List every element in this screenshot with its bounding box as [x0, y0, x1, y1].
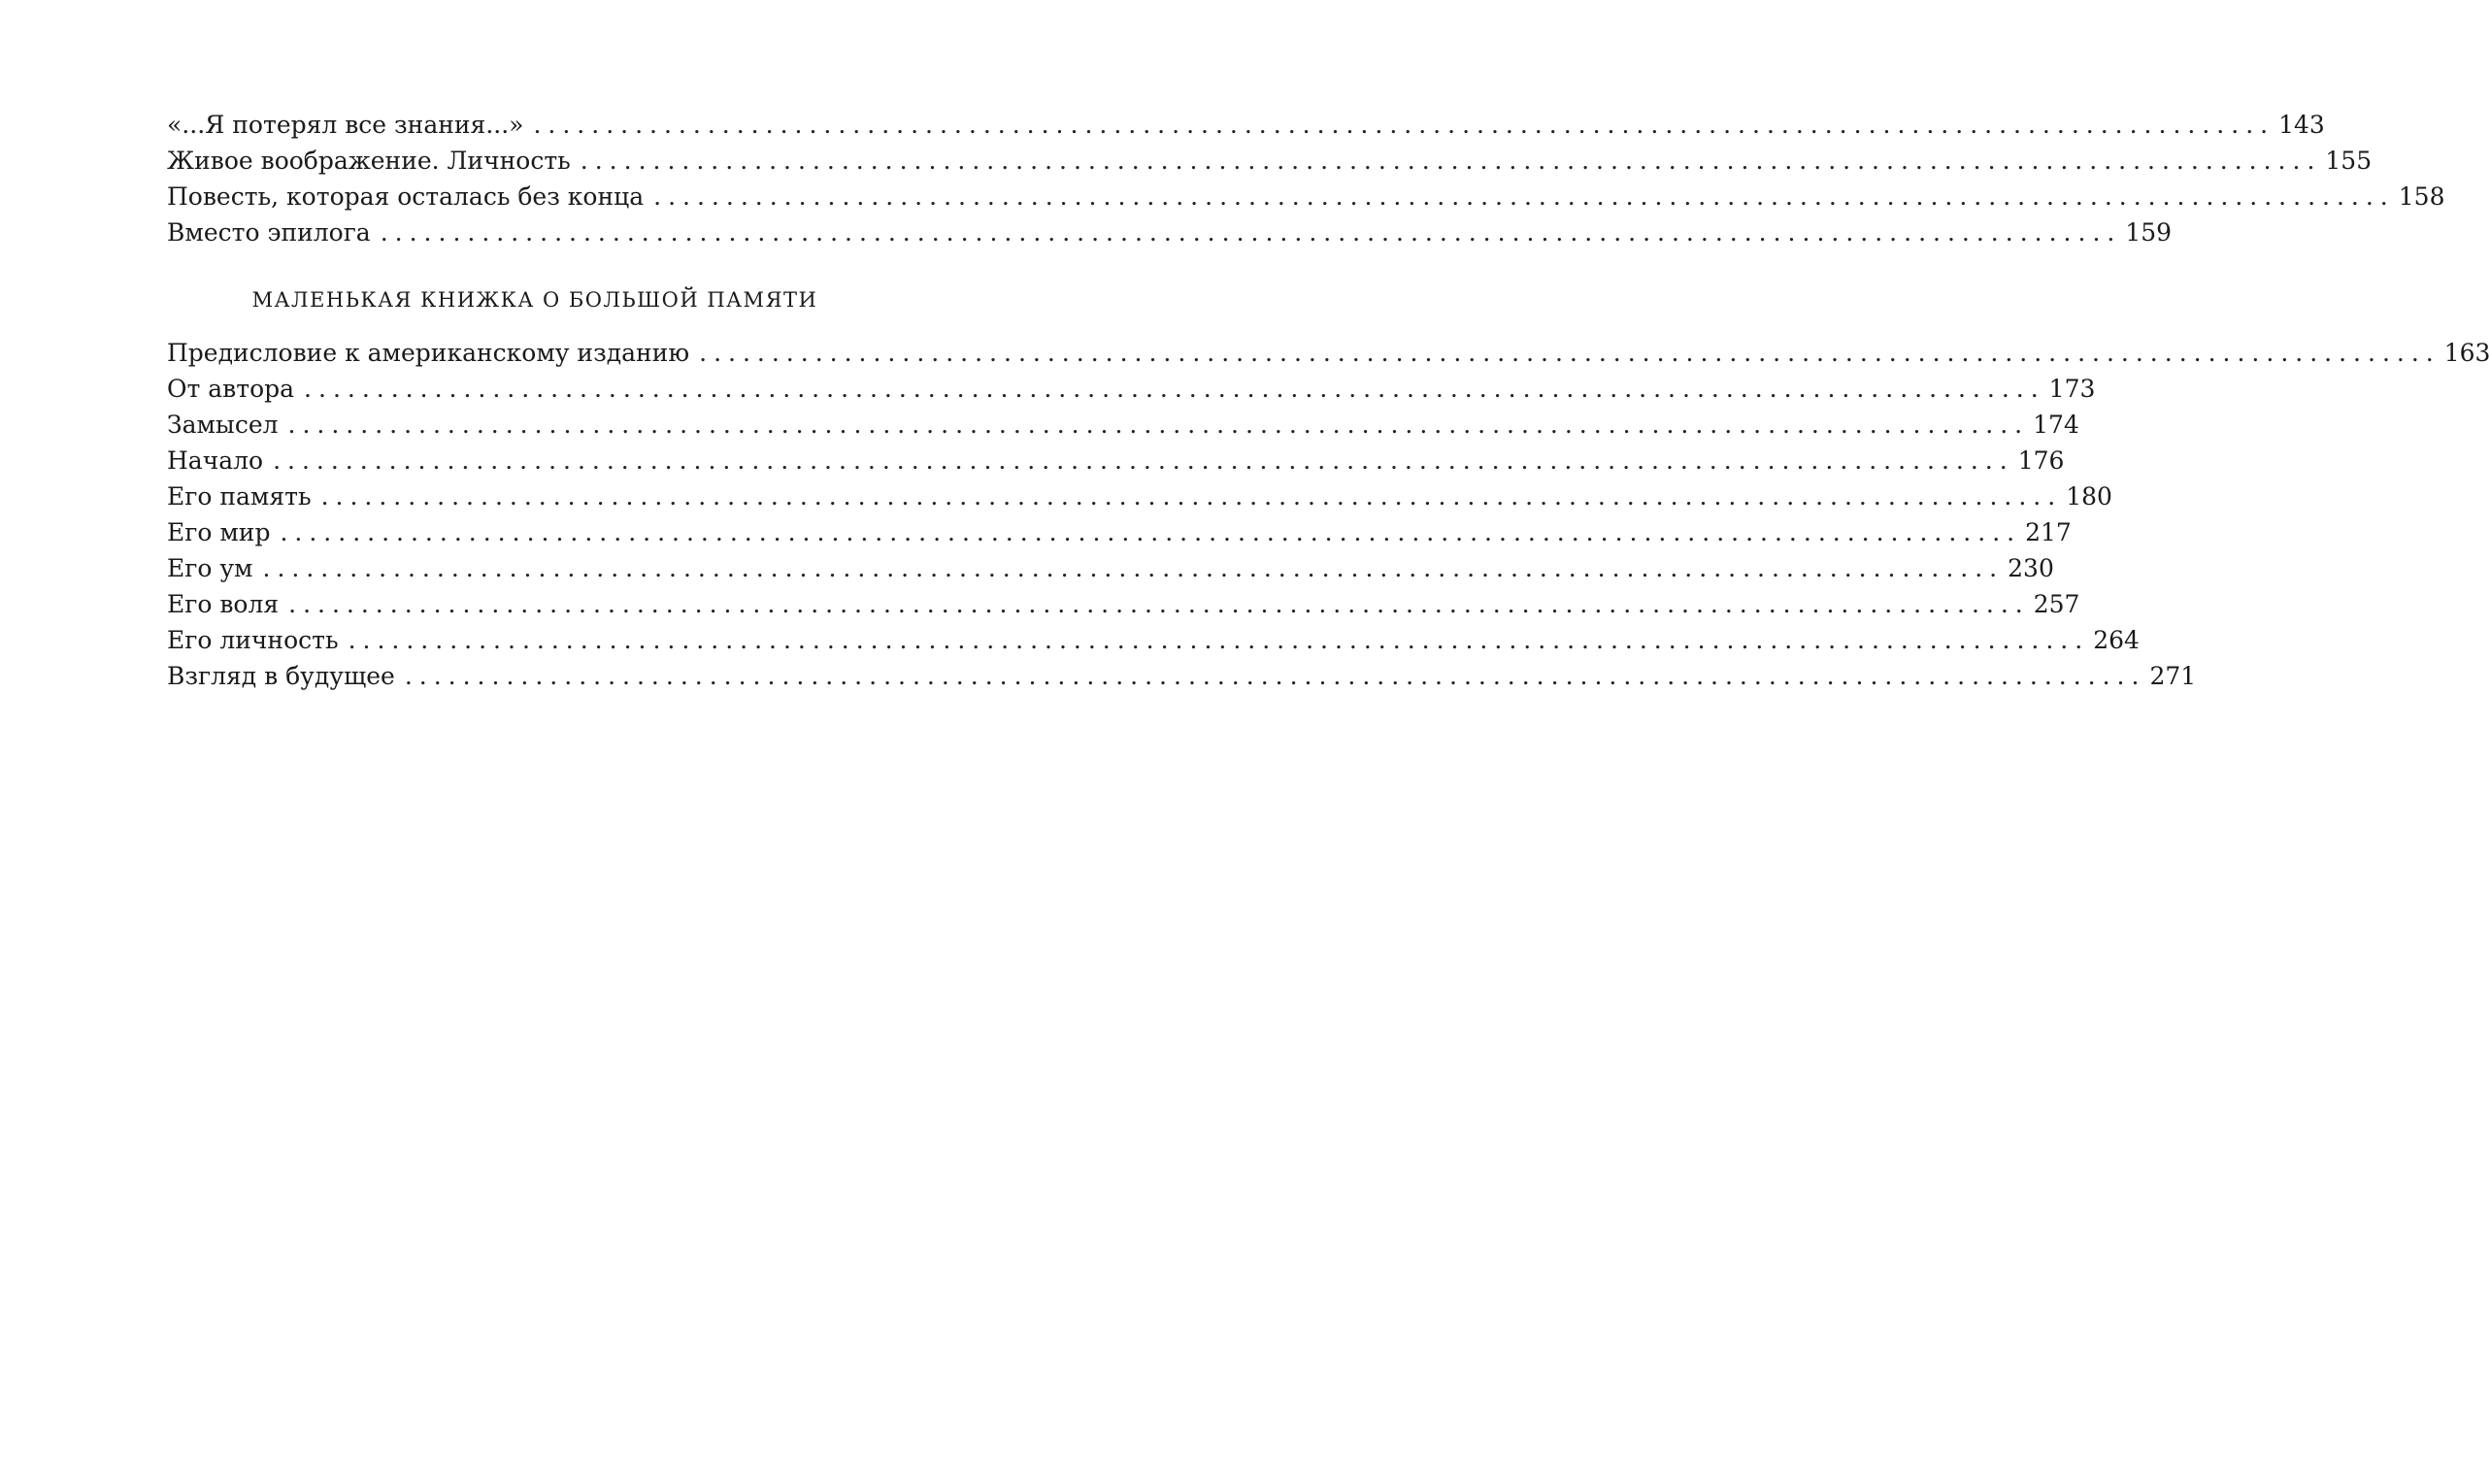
- toc-entry-title: Вместо эпилога: [167, 218, 371, 247]
- toc-entry: [167, 214, 2173, 250]
- toc-list-top: [167, 107, 2445, 250]
- toc-entry: [167, 371, 2096, 407]
- toc-entry-title: Его воля: [167, 590, 280, 618]
- toc-list-main: [167, 335, 2490, 694]
- toc-entry-title: «...Я потерял все знания...»: [167, 111, 524, 139]
- toc-entry: [167, 550, 2054, 586]
- toc-entry: [167, 443, 2065, 478]
- toc-entry-title: Взгляд в будущее: [167, 662, 395, 690]
- dot-leader: ........................................................................................................................: [280, 518, 2022, 546]
- toc-entry: [167, 514, 2072, 550]
- dot-leader: ........................................................................................................................: [304, 375, 2045, 403]
- toc-entry-title: Начало: [167, 446, 264, 475]
- toc-entry-title: Его личность: [167, 626, 339, 654]
- toc-entry: [167, 658, 2197, 694]
- toc-entry: [167, 407, 2079, 443]
- toc-entry: [167, 107, 2325, 143]
- toc-entry: [167, 622, 2140, 658]
- dot-leader: ........................................................................................................................: [320, 482, 2063, 511]
- toc-entry-title: Предисловие к американскому изданию: [167, 339, 690, 367]
- toc-entry-page: 180: [2066, 482, 2112, 511]
- toc-entry: [167, 586, 2080, 622]
- toc-entry-page: 155: [2325, 147, 2373, 175]
- toc-entry-title: Живое воображение. Личность: [167, 147, 571, 175]
- dot-leader: ........................................................................................................................: [380, 218, 2122, 247]
- section-heading: МАЛЕНЬКАЯ КНИЖКА О БОЛЬШОЙ ПАМЯТИ: [251, 288, 818, 312]
- dot-leader: ........................................................................................................................: [287, 411, 2030, 439]
- toc-entry-page: 143: [2278, 111, 2325, 139]
- toc-entry-page: 174: [2033, 411, 2079, 439]
- toc-entry-page: 257: [2033, 590, 2080, 618]
- toc-entry-page: 159: [2125, 218, 2173, 247]
- toc-entry-title: Его мир: [167, 518, 271, 546]
- dot-leader: ........................................................................................................................: [348, 626, 2090, 654]
- toc-entry-title: Повесть, которая осталась без конца: [167, 182, 645, 211]
- dot-leader: ........................................................................................................................: [699, 339, 2440, 367]
- toc-entry-page: 173: [2048, 375, 2096, 403]
- dot-leader: ........................................................................................................................: [533, 111, 2275, 139]
- toc-entry-page: 271: [2149, 662, 2197, 690]
- toc-entry-title: Его память: [167, 482, 312, 511]
- toc-entry-title: От автора: [167, 375, 295, 403]
- toc-entry-page: 264: [2093, 626, 2140, 654]
- toc-entry-page: 163: [2443, 339, 2490, 367]
- dot-leader: ........................................................................................................................: [580, 147, 2322, 175]
- toc-entry: [167, 143, 2373, 179]
- toc-entry-page: 176: [2017, 446, 2065, 475]
- toc-entry: [167, 478, 2112, 514]
- toc-entry: [167, 335, 2490, 371]
- dot-leader: ........................................................................................................................: [273, 446, 2014, 475]
- toc-entry-title: Его ум: [167, 554, 253, 582]
- dot-leader: ........................................................................................................................: [653, 182, 2395, 211]
- toc-entry-page: 158: [2398, 182, 2445, 211]
- toc-entry: [167, 179, 2445, 214]
- toc-entry-page: 217: [2025, 518, 2072, 546]
- toc-entry-page: 230: [2008, 554, 2054, 582]
- dot-leader: ........................................................................................................................: [262, 554, 2005, 582]
- dot-leader: ........................................................................................................................: [288, 590, 2030, 618]
- toc-entry-title: Замысел: [167, 411, 279, 439]
- dot-leader: ........................................................................................................................: [404, 662, 2146, 690]
